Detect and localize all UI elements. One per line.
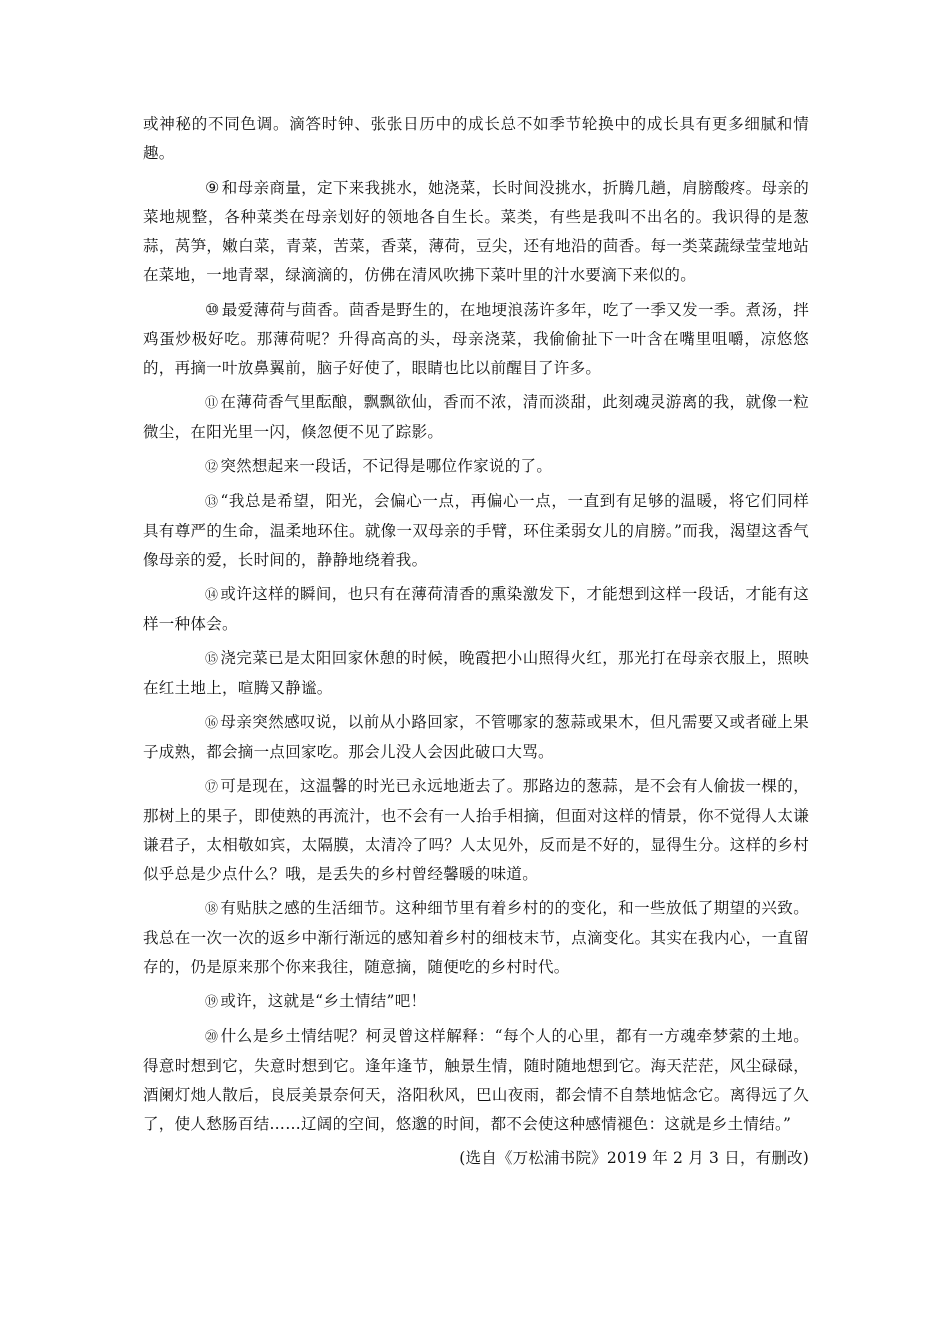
paragraph-10	[143, 295, 809, 383]
paragraph-12	[143, 452, 809, 482]
paragraph-text: 最爱薄荷与茴香。茴香是野生的，在地埂浪荡许多年，吃了一季又发一季。煮汤，拌鸡蛋炒极好吃。那薄荷呢？升得高高的头，母亲浇菜，我偷偷扯下一叶含在嘴里咀嚼，凉悠悠的，再摘一叶放鼻翼前，脑子好使了，眼睛也比以前醒目了许多。	[143, 301, 809, 377]
paragraph-20	[143, 1022, 809, 1139]
paragraph-number: ⑩	[205, 300, 220, 319]
paragraph-number: ⑯	[205, 716, 219, 731]
paragraph-text: 什么是乡土情结呢？柯灵曾这样解释：“每个人的心里，都有一方魂牵梦萦的土地。得意时想到它，失意时想到它。逢年逢节，触景生情，随时随地想到它。海天茫茫，风尘碌碌，酒阑灯灺人散后，良辰美景奈何天，洛阳秋风，巴山夜雨，都会情不自禁地惦念它。离得远了久了，使人愁肠百结……辽阔的空间，悠邈的时间，都不会使这种感情褪色：这就是乡土情结。”	[143, 1027, 809, 1133]
paragraph-number: ⑨	[205, 178, 220, 197]
paragraph-text: 或神秘的不同色调。滴答时钟、张张日历中的成长总不如季节轮换中的成长具有更多细腻和情趣。	[143, 115, 809, 162]
paragraph-11	[143, 388, 809, 447]
paragraph-text: 母亲突然感叹说，以前从小路回家，不管哪家的葱蒜或果木，但凡需要又或者碰上果子成熟，都会摘一点回家吃。那会儿没人会因此破口大骂。	[143, 713, 809, 761]
paragraph-9	[143, 173, 809, 290]
paragraph-17	[143, 772, 809, 889]
paragraph-number: ⑮	[205, 652, 219, 667]
paragraph-text: 可是现在，这温馨的时光已永远地逝去了。那路边的葱蒜，是不会有人偷拔一棵的，那树上的果子，即使熟的再流汁，也不会有一人抬手相摘，但面对这样的情景，你不觉得人太谦谦君子，太相敬如宾，太隔膜，太清冷了吗？人太见外，反而是不好的，显得生分。这样的乡村似乎总是少点什么？哦，是丢失的乡村曾经馨暖的味道。	[143, 777, 809, 883]
paragraph-text: 突然想起来一段话，不记得是哪位作家说的了。	[220, 457, 553, 475]
paragraph-number: ⑲	[205, 995, 219, 1010]
paragraph-15	[143, 644, 809, 703]
paragraph-text: 在薄荷香气里酝酿，飘飘欲仙，香而不浓，清而淡甜，此刻魂灵游离的我，就像一粒微尘，在阳光里一闪，倏忽便不见了踪影。	[143, 393, 809, 441]
paragraph-text: 和母亲商量，定下来我挑水，她浇菜，长时间没挑水，折腾几趟，肩膀酸疼。母亲的菜地规整，各种菜类在母亲划好的领地各自生长。菜类，有些是我叫不出名的。我识得的是葱蒜，莴笋，嫩白菜，青菜，苦菜，香菜，薄荷，豆尖，还有地沿的茴香。每一类菜蔬绿莹莹地站在菜地，一地青翠，绿滴滴的，仿佛在清风吹拂下菜叶里的汁水要滴下来似的。	[143, 179, 809, 284]
paragraph-number: ⑰	[205, 780, 219, 795]
paragraph-text: 浇完菜已是太阳回家休憩的时候，晚霞把小山照得火红，那光打在母亲衣服上，照映在红土地上，喧腾又静谧。	[143, 649, 809, 697]
paragraph-14	[143, 580, 809, 639]
paragraph-number: ⑭	[205, 588, 219, 603]
paragraph-continued	[143, 110, 809, 168]
paragraph-number: ⑪	[205, 396, 219, 411]
paragraph-number: ⑳	[205, 1030, 219, 1045]
paragraph-text: “我总是希望，阳光，会偏心一点，再偏心一点，一直到有足够的温暖，将它们同样具有尊严的生命，温柔地环住。就像一双母亲的手臂，环住柔弱女儿的肩膀。”而我，渴望这香气像母亲的爱，长时间的，静静地绕着我。	[143, 492, 809, 569]
document-page	[143, 110, 809, 1173]
paragraph-18	[143, 894, 809, 982]
paragraph-number: ⑫	[205, 460, 219, 475]
paragraph-13	[143, 487, 809, 575]
paragraph-number: ⑱	[205, 902, 219, 917]
paragraph-number: ⑬	[205, 495, 219, 510]
paragraph-text: 或许这样的瞬间，也只有在薄荷清香的熏染激发下，才能想到这样一段话，才能有这样一种体会。	[143, 585, 809, 633]
paragraph-19	[143, 987, 809, 1017]
paragraph-text: 有贴肤之感的生活细节。这种细节里有着乡村的的变化，和一些放低了期望的兴致。我总在一次一次的返乡中渐行渐远的感知着乡村的细枝末节，点滴变化。其实在我内心，一直留存的，仍是原来那个你来我往，随意摘，随便吃的乡村时代。	[143, 899, 809, 976]
paragraph-16	[143, 708, 809, 767]
source-citation: (选自《万松浦书院》2019 年 2 月 3 日，有删改)	[459, 1149, 809, 1167]
paragraph-text: 或许，这就是“乡土情结”吧！	[220, 992, 427, 1010]
